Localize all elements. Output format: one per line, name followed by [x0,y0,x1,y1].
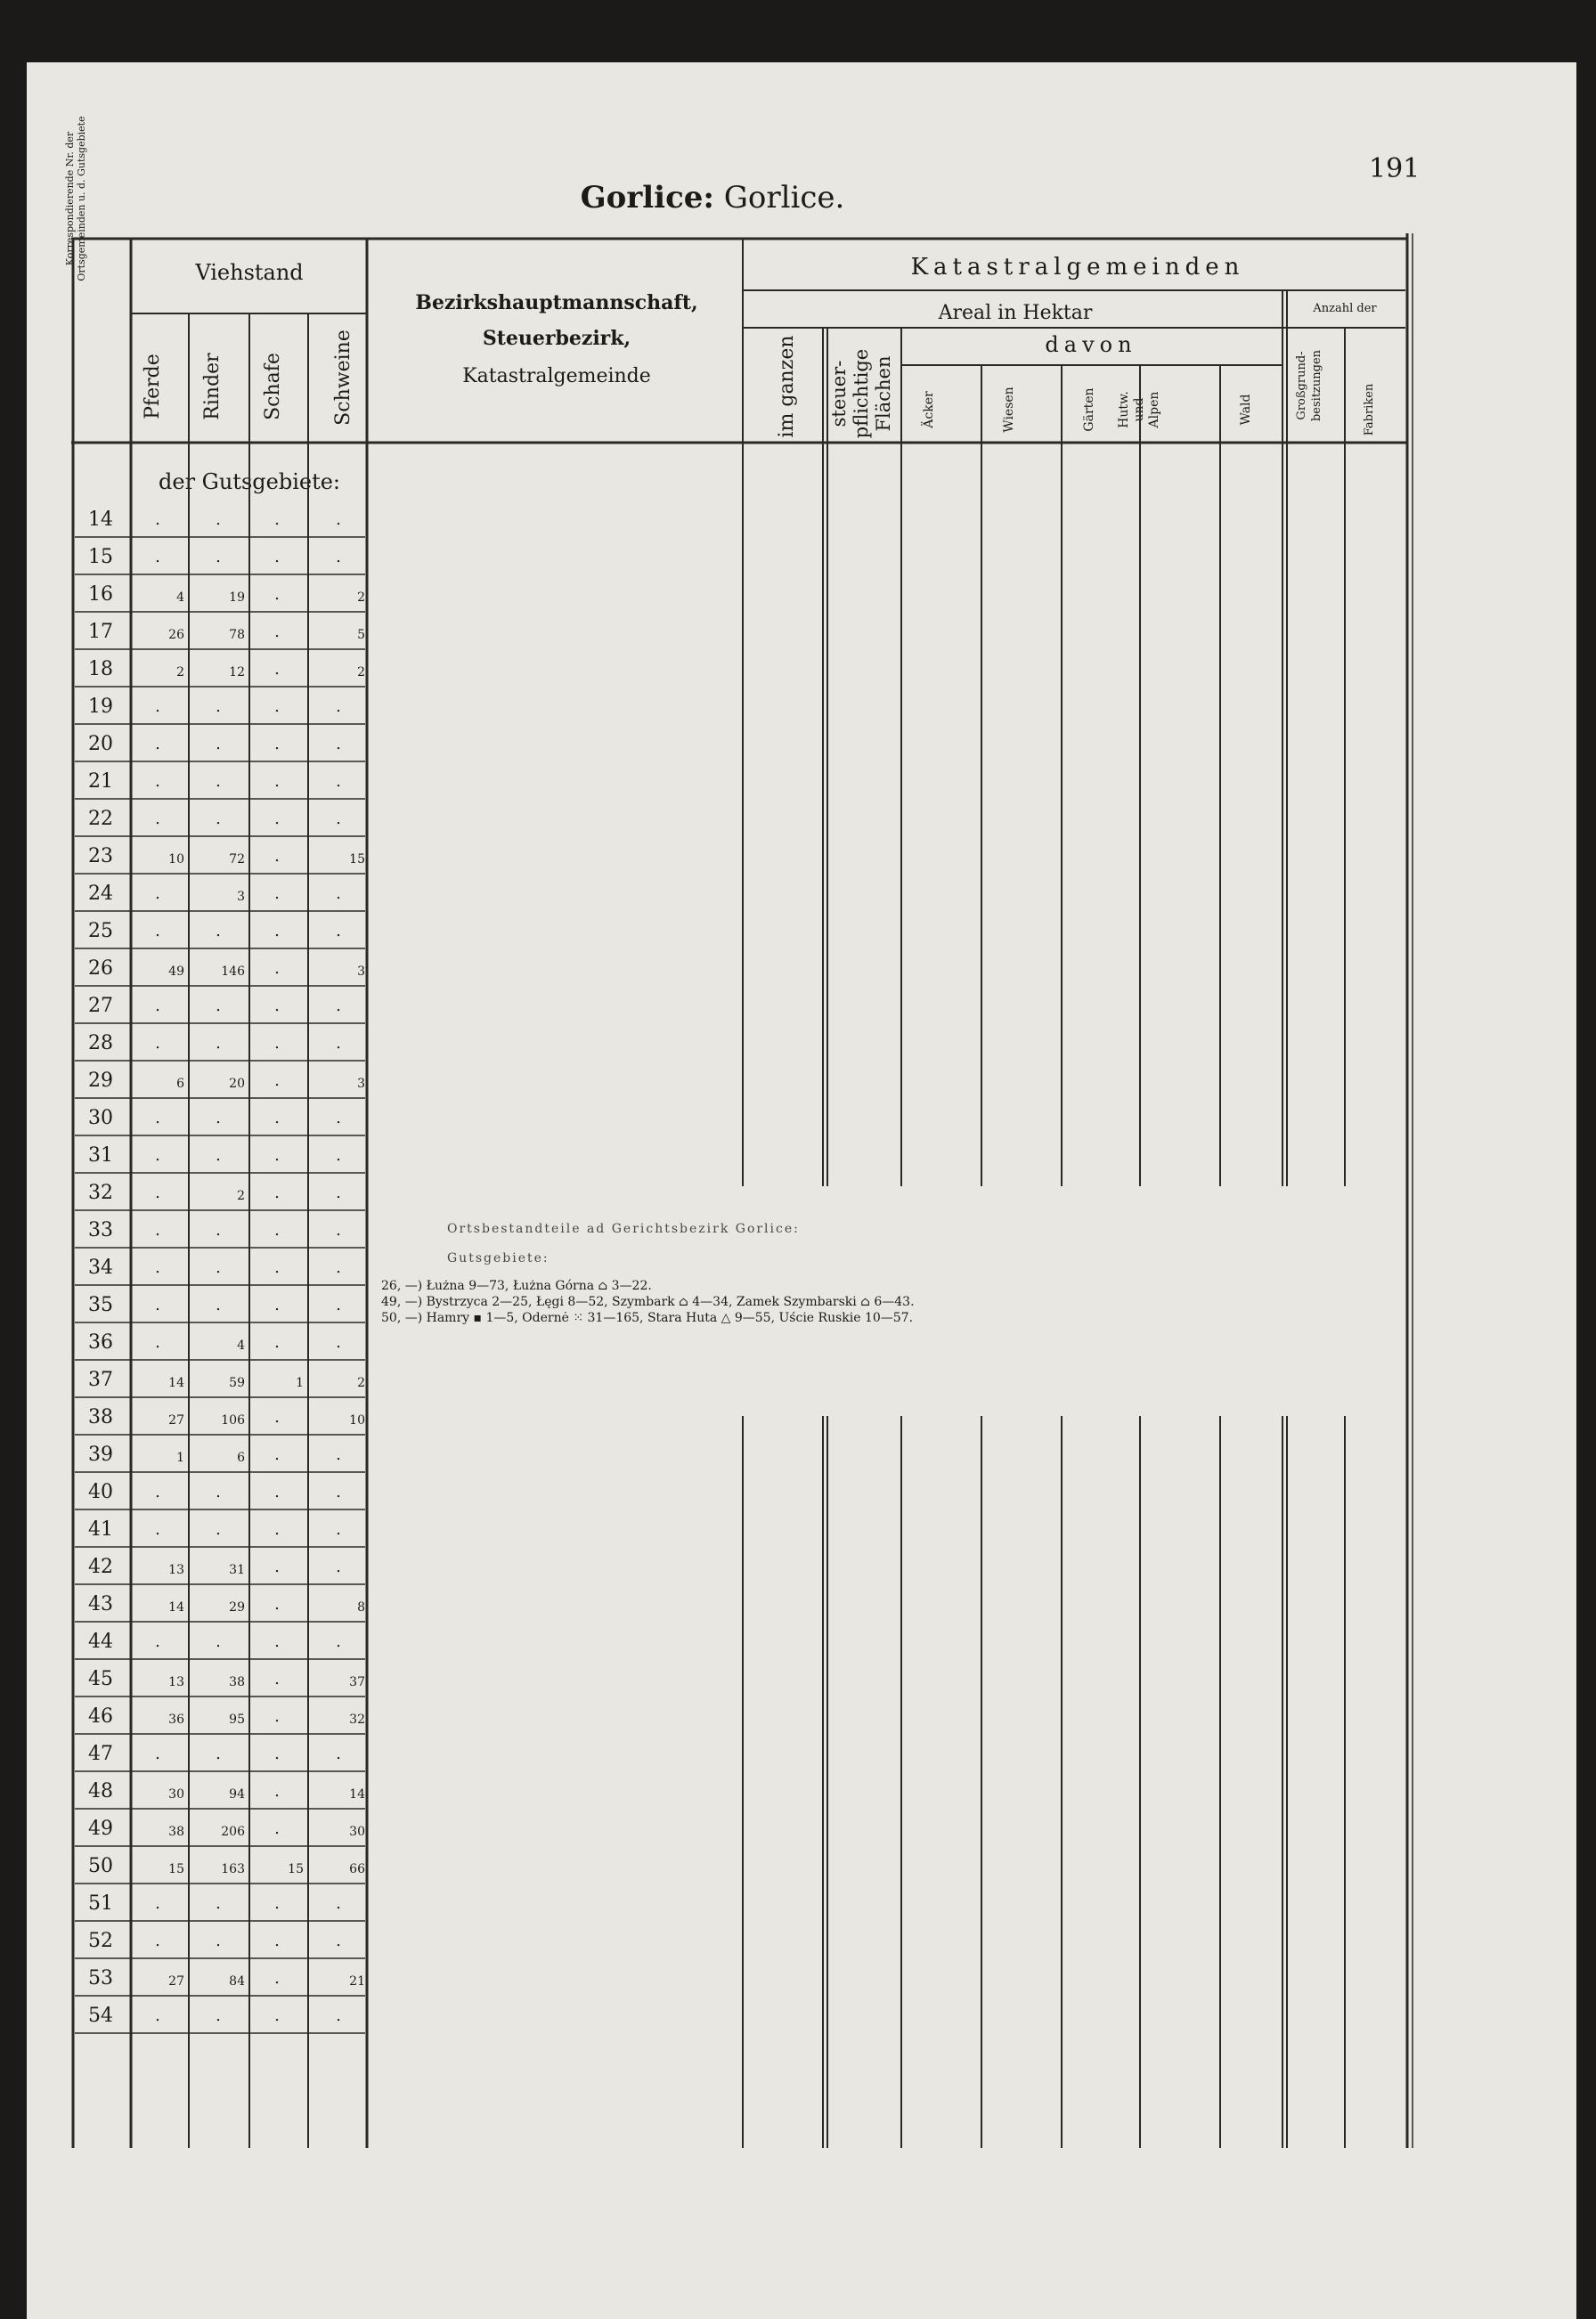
cell-empty-schafe: . [274,1595,280,1614]
cell-empty-pferde: . [155,997,160,1015]
cell-schweine: 66 [349,1862,365,1876]
cell-rinder: 2 [237,1189,245,1203]
cell-rinder: 38 [229,1675,245,1689]
cell-empty-pferde: . [155,922,160,940]
header-schweine: Schweine [332,330,354,426]
cell-rinder: 6 [237,1451,245,1465]
cell-rinder: 94 [229,1787,245,1802]
cell-empty-pferde: . [155,1894,160,1913]
cell-rinder: 12 [229,665,245,679]
cell-empty-schafe: . [274,1745,280,1763]
cell-empty-schafe: . [274,959,280,978]
row-number: 20 [88,733,113,755]
cell-empty-schafe: . [274,884,280,903]
cell-empty-schweine: . [336,1034,341,1053]
row-number: 33 [88,1219,113,1241]
cell-empty-pferde: . [155,548,160,566]
title-court: Gorlice. [713,180,845,216]
cell-pferde: 26 [168,628,184,642]
cell-empty-schafe: . [274,1558,280,1576]
header-gaerten: Gärten [1082,387,1096,432]
row-number: 14 [88,509,113,531]
row-number: 38 [88,1406,113,1428]
cell-empty-pferde: . [155,1221,160,1240]
cell-schweine: 14 [349,1787,365,1802]
row-number: 18 [88,658,113,680]
cell-empty-schafe: . [274,510,280,529]
row-number: 40 [88,1481,113,1503]
cell-rinder: 59 [229,1376,245,1390]
cell-schweine: 30 [349,1825,365,1839]
header-rinder: Rinder [201,353,224,420]
cell-pferde: 14 [168,1600,184,1615]
cell-schweine: 10 [349,1413,365,1428]
cell-empty-schafe: . [274,772,280,791]
cell-empty-schafe: . [274,585,280,604]
cell-empty-schafe: . [274,622,280,641]
cell-empty-schafe: . [274,1632,280,1651]
cell-empty-rinder: . [216,1483,221,1501]
cell-schweine: 8 [357,1600,365,1615]
note-line-50: 50, —) Hamry ▪ 1—5, Odernė ⁙ 31—165, Stara Huta △ 9—55, Uście Ruskie 10—57. [381,1311,914,1325]
cell-schweine: 32 [349,1713,365,1727]
cell-empty-schafe: . [274,1034,280,1053]
cell-empty-schafe: . [274,1670,280,1688]
cell-empty-rinder: . [216,922,221,940]
cell-empty-schafe: . [274,1445,280,1464]
row-number: 23 [88,845,113,867]
cell-pferde: 13 [168,1563,184,1577]
cell-empty-schafe: . [274,1333,280,1352]
cell-pferde: 6 [176,1077,184,1091]
cell-empty-schweine: . [336,2006,341,2025]
row-number: 43 [88,1593,113,1615]
cell-empty-schweine: . [336,1333,341,1352]
row-number: 19 [88,696,113,718]
row-number: 47 [88,1743,113,1765]
cell-rinder: 72 [229,852,245,867]
cell-empty-schweine: . [336,884,341,903]
cell-empty-schafe: . [274,1146,280,1165]
row-number: 41 [88,1518,113,1541]
row-number: 30 [88,1107,113,1129]
note-line-26: 26, —) Łużna 9—73, Łużna Górna ⌂ 3—22. [381,1279,652,1293]
cell-empty-schafe: . [274,660,280,679]
cell-empty-schweine: . [336,922,341,940]
section-label: der Gutsgebiete: [159,469,340,494]
cell-empty-schweine: . [336,1146,341,1165]
cell-schafe: 1 [296,1376,304,1390]
cell-empty-pferde: . [155,1520,160,1539]
row-number: 17 [88,621,113,643]
cell-empty-rinder: . [216,1632,221,1651]
row-number: 53 [88,1967,113,1989]
cell-empty-rinder: . [216,1109,221,1127]
cell-schafe: 15 [288,1862,304,1876]
cell-empty-pferde: . [155,1296,160,1314]
cell-empty-schafe: . [274,810,280,828]
header-areal: Areal in Hektar [938,302,1093,324]
cell-empty-pferde: . [155,772,160,791]
cell-empty-schafe: . [274,1932,280,1950]
cell-empty-pferde: . [155,1258,160,1277]
cell-empty-pferde: . [155,735,160,753]
cell-empty-schweine: . [336,1483,341,1501]
cell-empty-rinder: . [216,1296,221,1314]
row-number: 50 [88,1855,113,1877]
cell-empty-schweine: . [336,510,341,529]
cell-empty-schafe: . [274,1894,280,1913]
cell-pferde: 49 [168,964,184,979]
cell-empty-schweine: . [336,1184,341,1202]
cell-empty-pferde: . [155,1034,160,1053]
row-number: 37 [88,1369,113,1391]
cell-empty-schafe: . [274,1071,280,1090]
cell-empty-schafe: . [274,847,280,866]
cell-schweine: 5 [357,628,365,642]
cell-pferde: 14 [168,1376,184,1390]
cell-empty-schafe: . [274,2006,280,2025]
cell-schweine: 15 [349,852,365,867]
cell-empty-pferde: . [155,1745,160,1763]
cell-rinder: 19 [229,590,245,605]
row-number: 22 [88,808,113,830]
cell-empty-rinder: . [216,697,221,716]
cell-empty-rinder: . [216,1520,221,1539]
cell-pferde: 27 [168,1413,184,1428]
cell-empty-schweine: . [336,1932,341,1950]
row-number: 42 [88,1556,113,1578]
row-number: 31 [88,1144,113,1167]
cell-empty-schafe: . [274,1819,280,1838]
cell-empty-schafe: . [274,997,280,1015]
header-bezirk-1: Bezirkshauptmannschaft, [415,291,698,314]
row-number: 25 [88,920,113,942]
cell-rinder: 3 [237,890,245,904]
header-hutw: Hutw. und Alpen [1117,391,1161,428]
row-number: 34 [88,1257,113,1279]
cell-empty-pferde: . [155,1184,160,1202]
header-im-ganzen: im ganzen [776,335,798,438]
row-number: 15 [88,546,113,568]
header-viehstand: Viehstand [195,260,304,285]
cell-empty-schafe: . [274,1296,280,1314]
cell-empty-rinder: . [216,997,221,1015]
header-davon: davon [1045,332,1137,357]
cell-pferde: 27 [168,1974,184,1989]
header-aecker: Äcker [922,391,936,428]
cell-empty-schweine: . [336,1109,341,1127]
row-number: 51 [88,1892,113,1915]
row-number: 32 [88,1182,113,1204]
cell-empty-schweine: . [336,772,341,791]
cell-empty-pferde: . [155,1146,160,1165]
cell-empty-schweine: . [336,735,341,753]
row-number: 44 [88,1631,113,1653]
cell-pferde: 13 [168,1675,184,1689]
row-number: 16 [88,583,113,606]
cell-empty-rinder: . [216,810,221,828]
cell-empty-schweine: . [336,1221,341,1240]
row-number: 21 [88,770,113,793]
cell-empty-schafe: . [274,548,280,566]
cell-empty-rinder: . [216,1146,221,1165]
cell-rinder: 163 [221,1862,245,1876]
cell-empty-pferde: . [155,1483,160,1501]
row-number: 49 [88,1818,113,1840]
row-number: 26 [88,957,113,980]
cell-empty-rinder: . [216,1745,221,1763]
cell-empty-schafe: . [274,1969,280,1988]
header-grossgrund: Großgrund- besitzungen [1295,349,1323,422]
cell-empty-rinder: . [216,1258,221,1277]
cell-empty-schweine: . [336,1745,341,1763]
cell-empty-schafe: . [274,1221,280,1240]
header-steuerpflichtige: steuer- pflichtige Flächen [828,348,894,439]
cell-rinder: 29 [229,1600,245,1615]
cell-empty-schafe: . [274,1782,280,1801]
cell-empty-schafe: . [274,1258,280,1277]
cell-schweine: 21 [349,1974,365,1989]
header-pferde: Pferde [142,354,164,419]
cell-empty-schweine: . [336,997,341,1015]
cell-empty-rinder: . [216,548,221,566]
cell-pferde: 15 [168,1862,184,1876]
cell-pferde: 1 [176,1451,184,1465]
cell-empty-pferde: . [155,1632,160,1651]
cell-rinder: 31 [229,1563,245,1577]
header-anzahl: Anzahl der [1313,302,1377,315]
row-number: 46 [88,1705,113,1728]
cell-pferde: 36 [168,1713,184,1727]
note-line-49: 49, —) Bystrzyca 2—25, Łęgi 8—52, Szymbark ⌂ 4—34, Zamek Szymbarski ⌂ 6—43. [381,1295,915,1309]
cell-empty-rinder: . [216,735,221,753]
cell-schweine: 2 [357,1376,365,1390]
cell-pferde: 4 [176,590,184,605]
cell-rinder: 78 [229,628,245,642]
header-wald: Wald [1239,394,1253,426]
cell-empty-schafe: . [274,1184,280,1202]
header-corr-no: Korrespondierende Nr. der Ortsgemeinden u. d. Gutsgebiete [64,116,87,281]
cell-empty-schweine: . [336,1445,341,1464]
cell-empty-pferde: . [155,884,160,903]
cell-empty-schweine: . [336,1558,341,1576]
cell-empty-rinder: . [216,1034,221,1053]
header-wiesen: Wiesen [1002,386,1016,433]
row-number: 52 [88,1930,113,1952]
row-number: 24 [88,883,113,905]
cell-schweine: 2 [357,590,365,605]
row-number: 36 [88,1331,113,1354]
cell-rinder: 146 [221,964,245,979]
cell-empty-schafe: . [274,1707,280,1726]
cell-empty-schweine: . [336,1258,341,1277]
row-number: 29 [88,1070,113,1092]
cell-empty-pferde: . [155,810,160,828]
row-number: 54 [88,2005,113,2027]
cell-rinder: 20 [229,1077,245,1091]
cell-empty-schweine: . [336,1520,341,1539]
row-number: 45 [88,1668,113,1690]
cell-rinder: 4 [237,1339,245,1353]
cell-empty-pferde: . [155,1932,160,1950]
cell-empty-pferde: . [155,1333,160,1352]
cell-schweine: 2 [357,665,365,679]
notes-sub: Gutsgebiete: [447,1251,550,1265]
cell-empty-pferde: . [155,1109,160,1127]
cell-rinder: 206 [221,1825,245,1839]
cell-empty-rinder: . [216,510,221,529]
row-number: 27 [88,995,113,1017]
cell-empty-rinder: . [216,2006,221,2025]
cell-empty-rinder: . [216,772,221,791]
header-bezirk-2: Steuerbezirk, [482,327,631,350]
cell-empty-schafe: . [274,1109,280,1127]
cell-empty-schweine: . [336,810,341,828]
title-district: Gorlice: [580,180,714,216]
cell-schweine: 3 [357,964,365,979]
cell-empty-pferde: . [155,697,160,716]
cell-empty-schafe: . [274,735,280,753]
cell-empty-schafe: . [274,697,280,716]
cell-empty-schafe: . [274,1483,280,1501]
cell-empty-pferde: . [155,2006,160,2025]
cell-pferde: 10 [168,852,184,867]
cell-empty-pferde: . [155,510,160,529]
cell-empty-schweine: . [336,697,341,716]
cell-rinder: 95 [229,1713,245,1727]
row-number: 35 [88,1294,113,1316]
row-number: 48 [88,1780,113,1802]
header-fabriken: Fabriken [1363,383,1376,436]
page-number: 191 [1369,153,1421,184]
cell-schweine: 3 [357,1077,365,1091]
cell-rinder: 106 [221,1413,245,1428]
header-bezirk-3: Katastralgemeinde [462,365,651,387]
cell-pferde: 38 [168,1825,184,1839]
cell-empty-rinder: . [216,1894,221,1913]
cell-empty-schafe: . [274,1408,280,1427]
row-number: 39 [88,1444,113,1466]
cell-empty-schafe: . [274,1520,280,1539]
cell-schweine: 37 [349,1675,365,1689]
row-number: 28 [88,1032,113,1054]
header-schafe: Schafe [262,353,284,420]
cell-empty-schweine: . [336,1296,341,1314]
cell-empty-rinder: . [216,1221,221,1240]
cell-empty-schafe: . [274,922,280,940]
cell-empty-schweine: . [336,548,341,566]
cell-empty-schweine: . [336,1894,341,1913]
notes-heading: Ortsbestandteile ad Gerichtsbezirk Gorlice: [447,1222,800,1236]
cell-pferde: 30 [168,1787,184,1802]
cell-empty-schweine: . [336,1632,341,1651]
header-katastral: Katastralgemeinden [910,254,1245,281]
cell-rinder: 84 [229,1974,245,1989]
cell-empty-rinder: . [216,1932,221,1950]
cell-pferde: 2 [176,665,184,679]
